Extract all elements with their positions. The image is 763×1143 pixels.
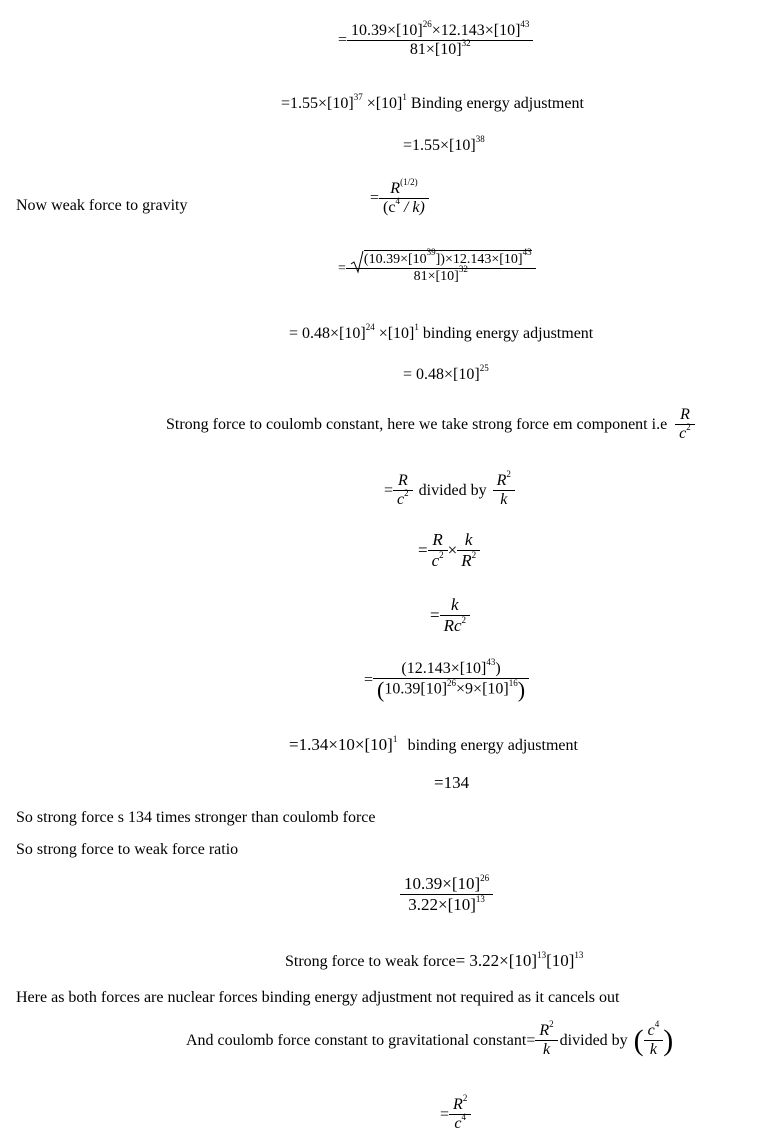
equation-14: =134 [434,773,470,792]
equation-10: = $\frac{k}{Rc^2}$ [430,595,470,635]
equation-4: = $\frac{R^{(1/2)}}{(c^4 / k)}$ [370,180,429,218]
equation-13: $=1.34\times 10\times[10]^1$ binding energy adjustment [289,734,578,754]
equation-12: = $\frac{(12.143\times[10]^{43})}{(10.39[10]^{26}\times 9\times[10]^{16})}$ [364,660,529,701]
equation-3: $=1.55\times[10]^{38}$ [403,134,485,154]
weak-gravity-label: Now weak force to gravity [16,197,188,214]
equation-6: = $0.48\times[10]^{24} \times[10]^1$ binding energy adjustment [289,322,594,342]
note: binding energy adjustment [422,325,594,342]
equation-8: = $\frac{R}{c^2}$ divided by $\frac{R^2}{k}$ [384,472,515,510]
strong-coulomb-label: Strong force to coulomb constant, here we take strong force em component i.e $\frac{R}{c^2}$ [166,406,695,444]
equation-2: $=1.55\times[10]^{37} \times[10]^1$ Binding energy adjustment [281,92,584,112]
equation-18: = $\frac{R^2}{c^4}$ [440,1096,471,1134]
equals-sign: = [338,31,348,49]
equation-1 [338,19,533,60]
equation-17: And coulomb force constant to gravitational constant= $\frac{R^2}{k}$ divided by ( $\frac{c^4}{k}$ ) [186,1019,674,1059]
paragraph-3: Here as both forces are nuclear forces binding energy adjustment not required as it cancels out [16,989,620,1006]
equation-9: = $\frac{R}{c^2}$ × $\frac{k}{R^2}$ [418,530,480,570]
sqrt-sign: $(10.39\times[10^{39}])\times 12.143\times[10]^{43}$ [350,252,532,268]
equation-5: = $\frac{(10.39\times[10^{39}])\times 12.143\times[10]^{43}}{81\times[10]^{32}}$ [338,252,536,285]
paragraph-2: So strong force to weak force ratio [16,841,239,858]
paragraph-1: So strong force s 134 times stronger than coulomb force [16,809,376,826]
note: binding energy adjustment [407,737,578,754]
fraction: $\frac{10.39\times[10]^{26}\times 12.143\times[10]^{43}}{81\times[10]^{32}}$ [347,22,533,60]
equation-16: Strong force to weak force= $3.22\times[10]^{13}[10]^{13}$ [285,950,584,970]
note: Binding energy adjustment [410,95,584,112]
equation-15: $\frac{10.39\times[10]^{26}}{3.22\times[10]^{13}}$ [400,874,493,914]
equation-7: = $0.48\times[10]^{25}$ [403,363,489,383]
